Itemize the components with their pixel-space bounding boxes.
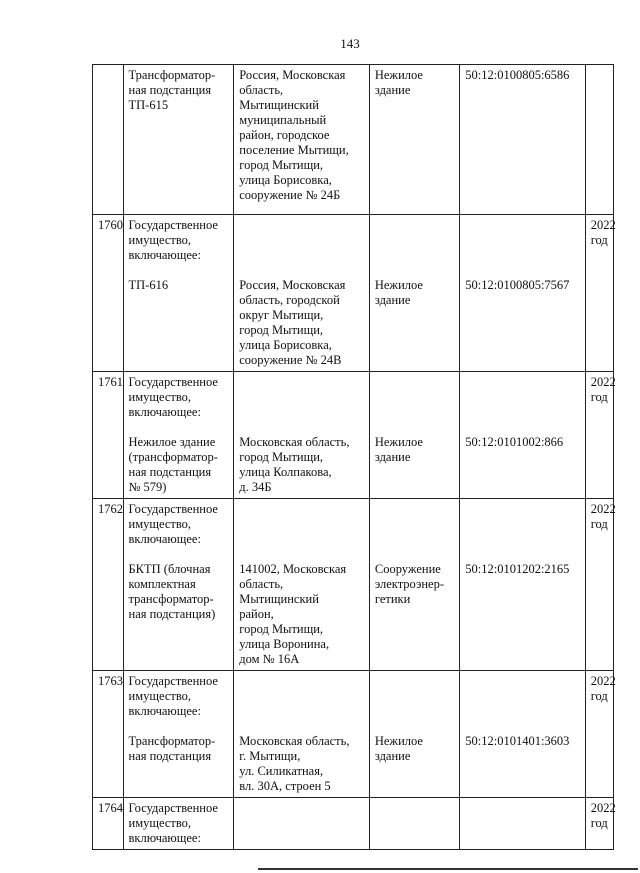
spacer: [465, 532, 580, 547]
address-line: дом № 16А: [239, 652, 300, 666]
table-row: [93, 215, 614, 372]
row-number-cell: [93, 215, 124, 372]
object-name-line: комплектная: [128, 577, 196, 591]
year-cell: [585, 215, 616, 372]
address-line: Россия, Московская: [239, 278, 346, 292]
group-header-line: имущество,: [128, 517, 192, 531]
row-number: 1764: [98, 801, 123, 815]
spacer: [375, 375, 455, 390]
group-header-line: включающее:: [128, 704, 201, 718]
row-number: 1760: [98, 218, 123, 232]
spacer: [465, 218, 580, 233]
object-type-line: Нежилое: [374, 278, 423, 292]
spacer: [375, 547, 455, 562]
object-type-cell: [369, 65, 459, 215]
row-number: 1763: [98, 674, 123, 688]
object-name-line: ная подстанция: [128, 749, 212, 763]
object-type-line: здание: [374, 450, 411, 464]
cadastral-cell: [460, 215, 585, 372]
cadastral-cell: [460, 65, 585, 215]
row-number-cell: [93, 671, 124, 798]
address-line: 141002, Московская: [239, 562, 347, 576]
object-type-cell: [369, 798, 459, 850]
address-line: область, городской: [239, 293, 340, 307]
object-name-line: Трансформатор-: [128, 734, 216, 748]
address-line: поселение Мытищи,: [239, 143, 349, 157]
year-line: год: [590, 517, 608, 531]
object-type-line: гетики: [374, 592, 411, 606]
year-cell: [585, 671, 616, 798]
spacer: [375, 390, 455, 405]
address-line: Мытищинский: [239, 98, 319, 112]
bottom-rule: [258, 868, 638, 870]
spacer: [465, 233, 580, 248]
object-name-line: (трансформатор-: [128, 450, 218, 464]
spacer: [465, 248, 580, 263]
object-name-line: ная подстанция): [128, 607, 216, 621]
spacer: [239, 263, 365, 278]
spacer: [239, 704, 365, 719]
address-line: улица Борисовка,: [239, 173, 332, 187]
group-header-line: включающее:: [128, 532, 201, 546]
row-number-cell: [93, 372, 124, 499]
address-line: ул. Силикатная,: [239, 764, 324, 778]
spacer: [375, 719, 455, 734]
year-line: 2022: [590, 375, 616, 389]
address-cell: [234, 65, 370, 215]
spacer: [375, 689, 455, 704]
spacer: [239, 218, 365, 233]
table-row: [93, 65, 614, 215]
group-header-line: имущество,: [128, 816, 192, 830]
spacer: [375, 704, 455, 719]
row-number-cell: [93, 499, 124, 671]
group-header-line: имущество,: [128, 689, 192, 703]
spacer: [239, 233, 365, 248]
address-cell: [234, 215, 370, 372]
object-type-line: Нежилое: [374, 734, 423, 748]
object-type-cell: [369, 215, 459, 372]
spacer: [465, 719, 580, 734]
table-row: [93, 372, 614, 499]
object-type-line: электроэнер-: [374, 577, 444, 591]
object-name-cell: [123, 215, 234, 372]
address-line: д. 34Б: [239, 480, 272, 494]
spacer: [465, 405, 580, 420]
object-name-line: БКТП (блочная: [128, 562, 211, 576]
cadastral-number: 50:12:0101401:3603: [465, 734, 570, 748]
spacer: [239, 547, 365, 562]
year-line: год: [590, 233, 608, 247]
property-registry-table: [92, 64, 614, 850]
spacer: [465, 517, 580, 532]
group-header-line: Государственное: [128, 375, 218, 389]
object-name-line: ная подстанция: [128, 465, 212, 479]
spacer: [465, 547, 580, 562]
spacer: [239, 390, 365, 405]
year-line: 2022: [590, 502, 616, 516]
group-header-line: Государственное: [128, 801, 218, 815]
address-line: улица Воронина,: [239, 637, 330, 651]
object-name-cell: [123, 499, 234, 671]
row-number-cell: [93, 65, 124, 215]
year-cell: [585, 65, 613, 215]
cadastral-cell: [460, 499, 585, 671]
spacer: [375, 502, 455, 517]
group-header-line: имущество,: [128, 233, 192, 247]
address-cell: [234, 798, 370, 850]
year-line: год: [590, 689, 608, 703]
row-number: 1761: [98, 375, 123, 389]
object-type-line: Сооружение: [374, 562, 441, 576]
address-line: Россия, Московская: [239, 68, 346, 82]
cadastral-cell: [460, 372, 585, 499]
object-type-cell: [369, 671, 459, 798]
year-cell: [585, 499, 616, 671]
spacer: [239, 248, 365, 263]
spacer: [239, 375, 365, 390]
address-line: Мытищинский: [239, 592, 319, 606]
cadastral-number: 50:12:0100805:7567: [465, 278, 570, 292]
object-name-line: Трансформатор-: [128, 68, 216, 82]
page-number: 143: [340, 36, 360, 51]
object-name-cell: [123, 798, 234, 850]
cadastral-number: 50:12:0101002:866: [465, 435, 564, 449]
spacer: [129, 719, 230, 734]
spacer: [239, 719, 365, 734]
group-header-line: включающее:: [128, 248, 201, 262]
address-cell: [234, 499, 370, 671]
spacer: [239, 405, 365, 420]
spacer: [375, 517, 455, 532]
spacer: [239, 689, 365, 704]
object-name-cell: [123, 671, 234, 798]
object-type-line: здание: [374, 83, 411, 97]
year-line: год: [590, 390, 608, 404]
object-name-cell: [123, 372, 234, 499]
group-header-line: включающее:: [128, 831, 201, 845]
group-header-line: Государственное: [128, 674, 218, 688]
cadastral-number: 50:12:0101202:2165: [465, 562, 570, 576]
spacer: [239, 502, 365, 517]
spacer: [239, 674, 365, 689]
address-line: область,: [239, 83, 284, 97]
address-line: город Мытищи,: [239, 450, 324, 464]
table-row: [93, 798, 614, 850]
object-name-line: трансформатор-: [128, 592, 214, 606]
address-line: город Мытищи,: [239, 323, 324, 337]
spacer: [375, 674, 455, 689]
spacer: [239, 420, 365, 435]
table-row: [93, 499, 614, 671]
address-line: Московская область,: [239, 734, 350, 748]
address-line: улица Колпакова,: [239, 465, 332, 479]
spacer: [465, 704, 580, 719]
year-line: 2022: [590, 674, 616, 688]
spacer: [375, 248, 455, 263]
spacer: [129, 420, 230, 435]
object-name-line: Нежилое здание: [128, 435, 216, 449]
address-cell: [234, 372, 370, 499]
spacer: [465, 674, 580, 689]
object-name-line: ТП-616: [128, 278, 169, 292]
object-name-line: ная подстанция: [128, 83, 212, 97]
object-type-cell: [369, 372, 459, 499]
object-type-line: здание: [374, 749, 411, 763]
year-cell: [585, 798, 616, 850]
address-line: город Мытищи,: [239, 158, 324, 172]
spacer: [129, 547, 230, 562]
object-type-line: Нежилое: [374, 68, 423, 82]
object-type-cell: [369, 499, 459, 671]
object-name-line: № 579): [128, 480, 167, 494]
table-row: [93, 671, 614, 798]
cadastral-cell: [460, 798, 585, 850]
spacer: [375, 405, 455, 420]
group-header-line: имущество,: [128, 390, 192, 404]
spacer: [465, 689, 580, 704]
spacer: [239, 532, 365, 547]
group-header-line: Государственное: [128, 502, 218, 516]
row-number: 1762: [98, 502, 123, 516]
object-name-cell: [123, 65, 234, 215]
address-line: округ Мытищи,: [239, 308, 324, 322]
spacer: [375, 263, 455, 278]
spacer: [239, 517, 365, 532]
address-line: область,: [239, 577, 284, 591]
object-type-line: Нежилое: [374, 435, 423, 449]
spacer: [375, 420, 455, 435]
address-line: вл. 30А, строен 5: [239, 779, 331, 793]
cadastral-number: 50:12:0100805:6586: [465, 68, 570, 82]
address-line: улица Борисовка,: [239, 338, 332, 352]
registry-body: [93, 65, 614, 850]
group-header-line: включающее:: [128, 405, 201, 419]
year-line: 2022: [590, 218, 616, 232]
address-line: район,: [239, 607, 274, 621]
address-line: сооружение № 24В: [239, 353, 342, 367]
address-line: г. Мытищи,: [239, 749, 301, 763]
address-line: район, городское: [239, 128, 330, 142]
address-line: Московская область,: [239, 435, 350, 449]
year-line: 2022: [590, 801, 616, 815]
year-line: год: [590, 816, 608, 830]
spacer: [375, 233, 455, 248]
row-number-cell: [93, 798, 124, 850]
address-cell: [234, 671, 370, 798]
year-cell: [585, 372, 616, 499]
object-name-line: ТП-615: [128, 98, 169, 112]
spacer: [465, 390, 580, 405]
spacer: [465, 263, 580, 278]
address-line: муниципальный: [239, 113, 327, 127]
spacer: [375, 218, 455, 233]
spacer: [375, 532, 455, 547]
spacer: [129, 263, 230, 278]
spacer: [465, 420, 580, 435]
object-type-line: здание: [374, 293, 411, 307]
spacer: [465, 375, 580, 390]
group-header-line: Государственное: [128, 218, 218, 232]
address-line: сооружение № 24Б: [239, 188, 341, 202]
spacer: [465, 502, 580, 517]
cadastral-cell: [460, 671, 585, 798]
address-line: город Мытищи,: [239, 622, 324, 636]
